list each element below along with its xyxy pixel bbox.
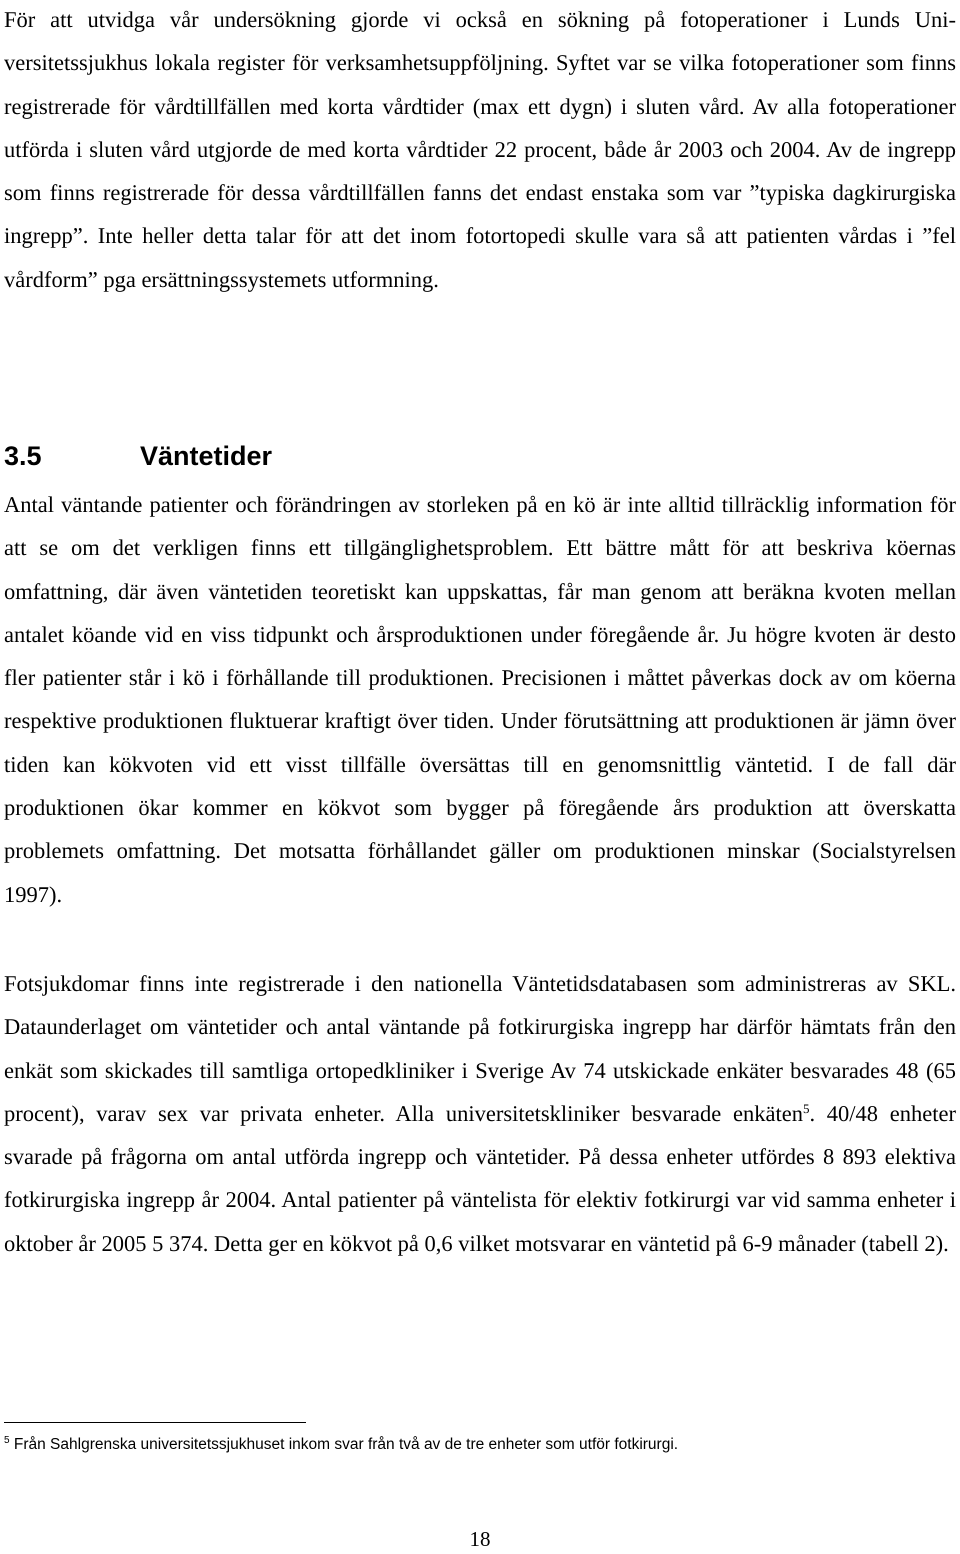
footnote [4,1434,944,1456]
footnote-number: 5 [4,1435,10,1446]
survey-text-part-1: Fotsjukdomar finns inte registrerade i den nationella Väntetidsdatabasen som administreras av SKL. Dataunderlaget om väntetider och antal väntande på fotkirurgiska ingrepp har därför hämtats från den enkät som skickades till samtliga ortopedkliniker i Sverige Av 74 utskickade enkäter besvarades 48 (65 procent), varav sex var privata enheter. Alla universitetskliniker besvarade enkäten [4,971,956,1126]
survey-text-part-2: . 40/48 enheter svarade på frågorna om antal utförda ingrepp och väntetider. På dessa enheter utfördes 8 893 elektiva fotkirurgiska ingrepp år 2004. Antal patienter på väntelista för elektiv fotkirurgi var vid samma enheter i oktober år 2005 5 374. Detta ger en kökvot på 0,6 vilket motsvarar en väntetid på 6-9 månader (tabell 2). [4,1100,956,1256]
waiting-times-paragraph: Antal väntande patienter och förändringen av storleken på en kö är inte alltid tillräcklig information för att se om det verkligen finns ett tillgänglighetsproblem. Ett bättre mått för att beskriva köernas omfattning, där även väntetiden teoretiskt kan uppskattas, får man genom att beräkna kvoten mellan antalet köande vid en viss tidpunkt och årsproduktionen under föregående år. Ju högre kvoten är desto fler patienter står i kö i förhållande till produktionen. Precisionen i måttet påverkas dock av om köerna respektive produktionen fluktuerar kraftigt över tiden. Under förutsättning att produktionen är jämn över tiden kan kökvoten vid ett visst tillfälle översättas till en genomsnittlig väntetid. I de fall där produktionen ökar kommer en kökvot som bygger på föregående års produktion att överskatta problemets omfattning. Det motsatta förhållandet gäller om produktionen minskar (Socialstyrelsen 1997). [4,492,956,907]
survey-paragraph [4,962,956,1265]
intro-paragraph: För att utvidga vår undersökning gjorde vi också en sökning på fotoperationer i Lunds Universitetssjukhus lokala register för verksamhetsuppföljning. Syftet var se vilka fotoperationer som finns registrerade för vårdtillfällen med korta vårdtider (max ett dygn) i sluten vård. Av alla fotoperationer utförda i sluten vård utgjorde de med korta vårdtider 22 procent, både år 2003 och 2004. Av de ingrepp som finns registrerade för dessa vårdtillfällen fanns det endast enstaka som var ”typiska dagkirurgiska ingrepp”. Inte heller detta talar för att det inom fotortopedi skulle vara så att patienten vårdas i ”fel vårdform” pga ersättningssystemets utformning. [4,7,956,292]
footnote-separator [4,1422,306,1423]
section-heading [4,436,272,476]
footnote-text: Från Sahlgrenska universitetssjukhuset inkom svar från två av de tre enheter som utför fotkirurgi. [9,1436,679,1453]
footnote-reference[interactable]: 5 [802,1100,810,1116]
section-number: 3.5 [4,441,42,471]
section-title: Väntetider [140,441,273,471]
page-number: 18 [469,1527,491,1551]
